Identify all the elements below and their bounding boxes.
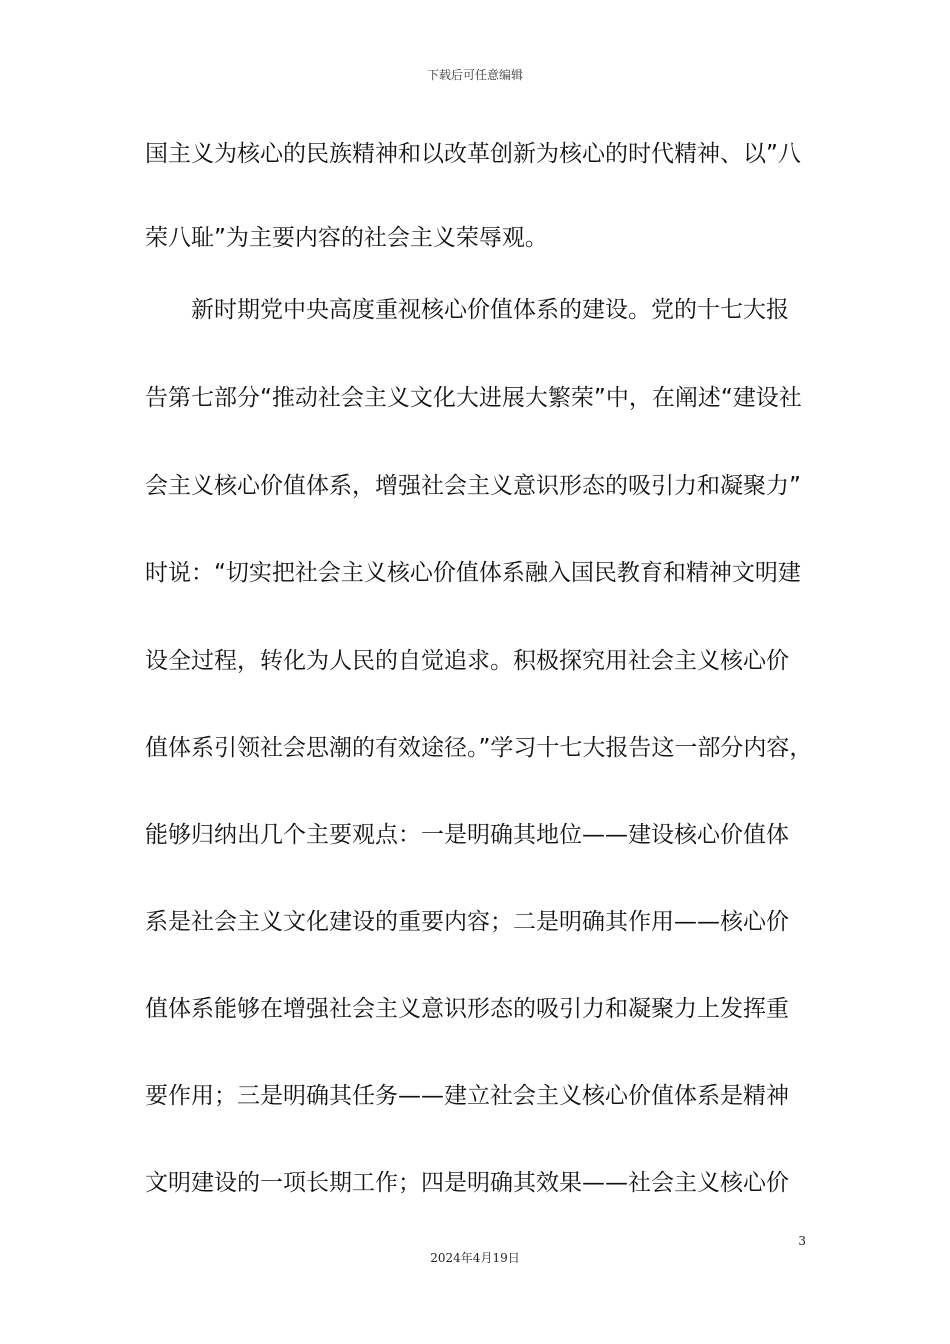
body-line-10: 系是社会主义文化建设的重要内容；二是明确其作用——核心价 <box>145 909 789 935</box>
body-line-8: 值体系引领社会思潮的有效途径。”学习十七大报告这一部分内容， <box>145 735 813 761</box>
page-number: 3 <box>798 1234 806 1248</box>
body-line-1: 国主义为核心的民族精神和以改革创新为核心的时代精神、以”八 <box>145 141 801 167</box>
body-line-2: 荣八耻”为主要内容的社会主义荣辱观。 <box>145 225 548 251</box>
body-line-11: 值体系能够在增强社会主义意识形态的吸引力和凝聚力上发挥重 <box>145 996 789 1022</box>
body-line-7: 设全过程，转化为人民的自觉追求。积极探究用社会主义核心价 <box>145 648 789 674</box>
body-line-9: 能够归纳出几个主要观点：一是明确其地位——建设核心价值体 <box>145 822 789 848</box>
body-line-3: 新时期党中央高度重视核心价值体系的建设。党的十七大报 <box>145 297 789 323</box>
body-line-5: 会主义核心价值体系，增强社会主义意识形态的吸引力和凝聚力” <box>145 473 801 499</box>
footer-date: 2024年4月19日 <box>430 1251 520 1265</box>
page-header: 下载后可任意编辑 <box>426 68 523 82</box>
body-line-6: 时说：“切实把社会主义核心价值体系融入国民教育和精神文明建 <box>145 560 801 586</box>
body-line-13: 文明建设的一项长期工作；四是明确其效果——社会主义核心价 <box>145 1170 789 1196</box>
body-line-12: 要作用；三是明确其任务——建立社会主义核心价值体系是精神 <box>145 1083 789 1109</box>
body-line-4: 告第七部分“推动社会主义文化大进展大繁荣”中，在阐述“建设社 <box>145 385 802 411</box>
